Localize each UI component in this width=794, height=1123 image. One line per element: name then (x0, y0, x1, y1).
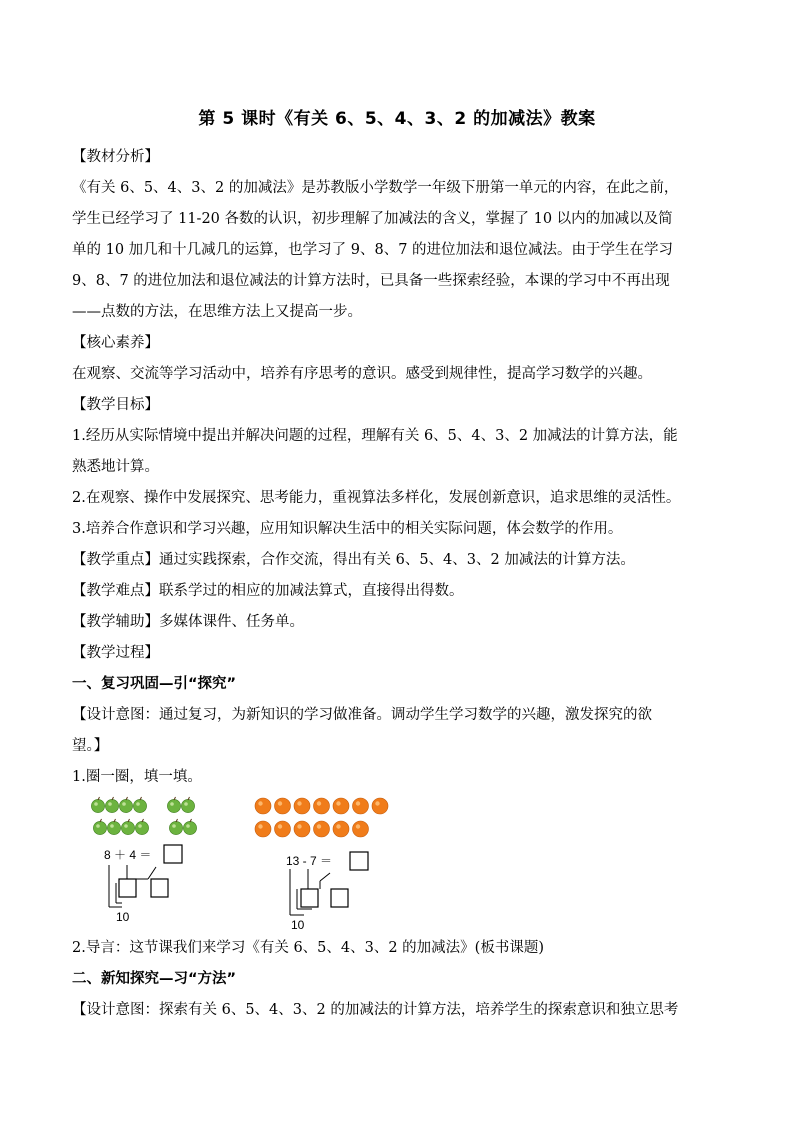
split-box-left-1[interactable] (119, 879, 136, 897)
orange-group (255, 798, 388, 837)
split-line (320, 873, 330, 881)
orange-icon (353, 798, 369, 814)
exercise-1: 1.圈一圈，填一填。 (72, 769, 202, 785)
apple-icon (135, 819, 148, 835)
analysis-line: 《有关 6、5、4、3、2 的加减法》是苏教版小学数学一年级下册第一单元的内容，在此之前， (72, 180, 679, 196)
apple-group (91, 797, 196, 835)
orange-icon (314, 821, 330, 837)
analysis-line: ——点数的方法，在思维方法上又提高一步。 (72, 304, 362, 320)
orange-icon (372, 798, 388, 814)
part1-heading: 一、复习巩固—引“探究” (72, 676, 237, 692)
apple-icon (169, 819, 182, 835)
apple-icon (183, 819, 196, 835)
key-point: 【教学重点】通过实践探索，合作交流，得出有关 6、5、4、3、2 加减法的计算方法。 (72, 552, 635, 568)
orange-icon (294, 798, 310, 814)
orange-icon (294, 821, 310, 837)
apple-icon (91, 797, 104, 813)
apple-icon (121, 819, 134, 835)
goal-1-line2: 熟悉地计算。 (72, 459, 159, 475)
orange-icon (314, 798, 330, 814)
apple-icon (107, 819, 120, 835)
orange-icon (255, 798, 271, 814)
ten-label-right: 10 (291, 918, 305, 932)
design-intent-1-line1: 【设计意图：通过复习，为新知识的学习做准备。调动学生学习数学的兴趣，激发探究的欲 (72, 707, 652, 723)
page-title: 第 5 课时《有关 6、5、4、3、2 的加减法》教案 (198, 109, 596, 129)
answer-box-left[interactable] (164, 845, 182, 863)
goals-heading: 【教学目标】 (72, 397, 159, 413)
orange-icon (275, 798, 291, 814)
literacy-text: 在观察、交流等学习活动中，培养有序思考的意识。感受到规律性，提高学习数学的兴趣。 (72, 366, 652, 382)
apple-icon (93, 819, 106, 835)
answer-box-right[interactable] (350, 852, 368, 870)
exercise-figure (72, 793, 724, 933)
process-heading: 【教学过程】 (72, 645, 159, 661)
literacy-heading: 【核心素养】 (72, 335, 159, 351)
orange-icon (275, 821, 291, 837)
part2-heading: 二、新知探究—习“方法” (72, 971, 237, 987)
goal-3: 3.培养合作意识和学习兴趣，应用知识解决生活中的相关实际问题，体会数学的作用。 (72, 521, 623, 537)
analysis-heading: 【教材分析】 (72, 149, 159, 165)
apple-icon (119, 797, 132, 813)
analysis-line: 学生已经学习了 11-20 各数的认识，初步理解了加减法的含义，掌握了 10 以内的加减以及简 (72, 211, 673, 227)
exercise-figure-svg (72, 793, 724, 933)
orange-icon (353, 821, 369, 837)
apple-icon (105, 797, 118, 813)
ten-label-left: 10 (116, 910, 130, 924)
analysis-line: 单的 10 加几和十几减几的运算，也学习了 9、8、7 的进位加法和退位减法。由于学生在学习 (72, 242, 674, 258)
split-line (148, 867, 156, 879)
orange-icon (333, 798, 349, 814)
design-intent-1-line2: 望。】 (72, 738, 109, 754)
orange-icon (255, 821, 271, 837)
equation-right: 13 - 7 ＝ (286, 854, 333, 868)
analysis-line: 9、8、7 的进位加法和退位减法的计算方法时，已具备一些探索经验，本课的学习中不再出现 (72, 273, 670, 289)
goal-1-line1: 1.经历从实际情境中提出并解决问题的过程，理解有关 6、5、4、3、2 加减法的计算方法，能 (72, 428, 678, 444)
apple-icon (167, 797, 180, 813)
split-box-left-2[interactable] (151, 879, 168, 897)
goal-2: 2.在观察、操作中发展探究、思考能力，重视算法多样化，发展创新意识，追求思维的灵活性。 (72, 490, 681, 506)
equation-left: 8 ＋ 4 ＝ (104, 848, 152, 862)
apple-icon (181, 797, 194, 813)
exercise-2: 2.导言：这节课我们来学习《有关 6、5、4、3、2 的加减法》(板书课题) (72, 940, 544, 956)
difficulty: 【教学难点】联系学过的相应的加减法算式，直接得出得数。 (72, 583, 464, 599)
orange-icon (333, 821, 349, 837)
document-body (72, 142, 724, 1026)
apple-icon (133, 797, 146, 813)
split-box-right-2[interactable] (331, 889, 348, 907)
split-box-right-1[interactable] (301, 889, 318, 907)
design-intent-2: 【设计意图：探索有关 6、5、4、3、2 的加减法的计算方法，培养学生的探索意识和独立思考 (72, 1002, 679, 1018)
teaching-aids: 【教学辅助】多媒体课件、任务单。 (72, 614, 304, 630)
